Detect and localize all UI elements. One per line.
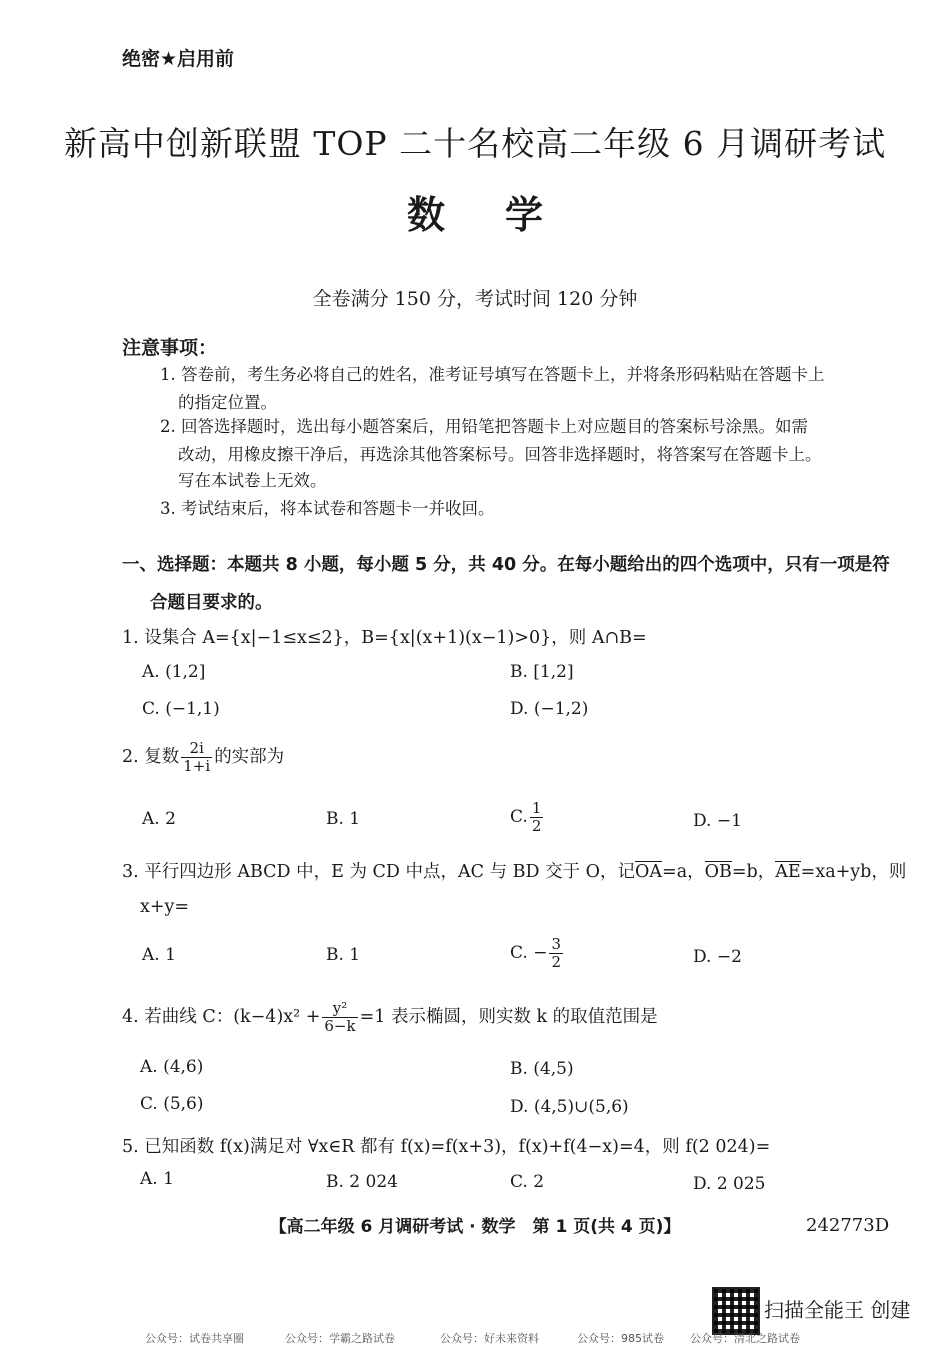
q5-option-b: B. 2 024 <box>326 1172 398 1192</box>
watermark-text: 公众号：学霸之路试卷 <box>285 1332 395 1345</box>
q2-denominator: 1+i <box>183 757 211 775</box>
q4-option-d: D. (4,5)∪(5,6) <box>510 1097 629 1117</box>
note-line: 2. 回答选择题时，选出每小题答案后，用铅笔把答题卡上对应题目的答案标号涂黑。如需 <box>160 417 808 436</box>
q2-c-fraction <box>530 800 544 835</box>
q2-option-d: D. −1 <box>693 811 742 831</box>
q3-option-a: A. 1 <box>142 945 176 965</box>
page-footer: 【高二年级 6 月调研考试 · 数学 第 1 页(共 4 页)】 <box>269 1217 681 1237</box>
q3-option-d: D. −2 <box>693 947 742 967</box>
subject-title: 数学 <box>406 193 603 237</box>
q1-option-b: B. [1,2] <box>510 662 574 682</box>
q3-mid2: =b， <box>731 862 776 882</box>
exam-title: 新高中创新联盟 TOP 二十名校高二年级 6 月调研考试 <box>63 124 887 163</box>
q3-mid1: =a， <box>662 862 705 882</box>
q3-option-b: B. 1 <box>326 945 361 965</box>
q5-option-a: A. 1 <box>140 1169 174 1189</box>
note-line: 3. 考试结束后，将本试卷和答题卡一并收回。 <box>160 499 495 518</box>
q2-c-num: 1 <box>531 799 542 817</box>
q2-c-den: 2 <box>531 817 542 835</box>
q4-option-b: B. (4,5) <box>510 1059 574 1079</box>
section-heading-cont: 合题目要求的。 <box>150 593 273 613</box>
section-heading: 一、选择题：本题共 8 小题，每小题 5 分，共 40 分。在每小题给出的四个选项中，只有一项是符 <box>122 555 890 575</box>
watermark-text: 公众号：好未来资料 <box>440 1332 539 1345</box>
q2-option-c <box>510 800 545 835</box>
q3-line2: x+y= <box>140 897 190 917</box>
note-line: 写在本试卷上无效。 <box>178 471 327 490</box>
scanner-watermark: 扫描全能王 创建 <box>764 1298 911 1322</box>
q1-option-c: C. (−1,1) <box>142 699 220 719</box>
question-3-stem <box>122 858 906 883</box>
q3-c-fraction <box>549 936 563 971</box>
vector-ob: OB <box>704 862 732 882</box>
q5-option-c: C. 2 <box>510 1172 545 1192</box>
note-line: 改动，用橡皮擦干净后，再选涂其他答案标号。回答非选择题时，将答案写在答题卡上。 <box>178 445 822 464</box>
q3-pre: 3. 平行四边形 ABCD 中，E 为 CD 中点，AC 与 BD 交于 O，记 <box>122 862 636 882</box>
q3-option-c <box>510 936 565 971</box>
q2-numerator: 2i <box>181 740 212 758</box>
q1-option-d: D. (−1,2) <box>510 699 589 719</box>
watermark-text: 公众号：清北之路试卷 <box>690 1332 800 1345</box>
q2-post: 的实部为 <box>214 747 285 767</box>
q3-c-label: C. − <box>510 943 548 963</box>
notes-heading: 注意事项： <box>122 337 218 359</box>
q4-pre: 4. 若曲线 C：(k−4)x² + <box>122 1007 321 1027</box>
question-4-stem <box>122 1000 658 1035</box>
q2-pre: 2. 复数 <box>122 747 180 767</box>
q2-option-a: A. 2 <box>142 809 176 829</box>
q1-option-a: A. (1,2] <box>142 662 206 682</box>
vector-ae: AE <box>775 862 801 882</box>
watermark-text: 公众号：试卷共享圈 <box>145 1332 244 1345</box>
qr-code-icon <box>712 1287 760 1335</box>
q3-c-num: 3 <box>551 935 561 953</box>
vector-oa: OA <box>635 862 663 882</box>
q3-c-den: 2 <box>551 953 561 971</box>
question-5-stem: 5. 已知函数 f(x)满足对 ∀x∈R 都有 f(x)=f(x+3)，f(x)+f(4−x)=4，则 f(2 024)= <box>122 1137 771 1157</box>
q2-option-b: B. 1 <box>326 809 361 829</box>
note-line: 的指定位置。 <box>178 393 277 412</box>
q4-fraction <box>322 1000 357 1035</box>
paper-code: 242773D <box>806 1215 890 1236</box>
q2-fraction <box>181 740 212 775</box>
question-2-stem <box>122 740 284 775</box>
q4-option-c: C. (5,6) <box>140 1094 204 1114</box>
confidential-label: 绝密★启用前 <box>122 48 235 70</box>
q4-post: =1 表示椭圆，则实数 k 的取值范围是 <box>359 1007 658 1027</box>
q4-option-a: A. (4,6) <box>140 1057 204 1077</box>
q4-denominator: 6−k <box>324 1017 356 1035</box>
q4-numerator: y² <box>322 1000 357 1018</box>
watermark-text: 公众号：985试卷 <box>577 1332 664 1345</box>
score-info: 全卷满分 150 分，考试时间 120 分钟 <box>312 288 638 310</box>
q5-option-d: D. 2 025 <box>693 1174 766 1194</box>
note-line: 1. 答卷前，考生务必将自己的姓名，准考证号填写在答题卡上，并将条形码粘贴在答题卡上 <box>160 365 825 384</box>
q2-c-label: C. <box>510 807 528 827</box>
q3-post: =xa+yb，则 <box>800 862 907 882</box>
question-1-stem: 1. 设集合 A={x|−1≤x≤2}，B={x|(x+1)(x−1)>0}，则 A∩B= <box>122 628 647 648</box>
